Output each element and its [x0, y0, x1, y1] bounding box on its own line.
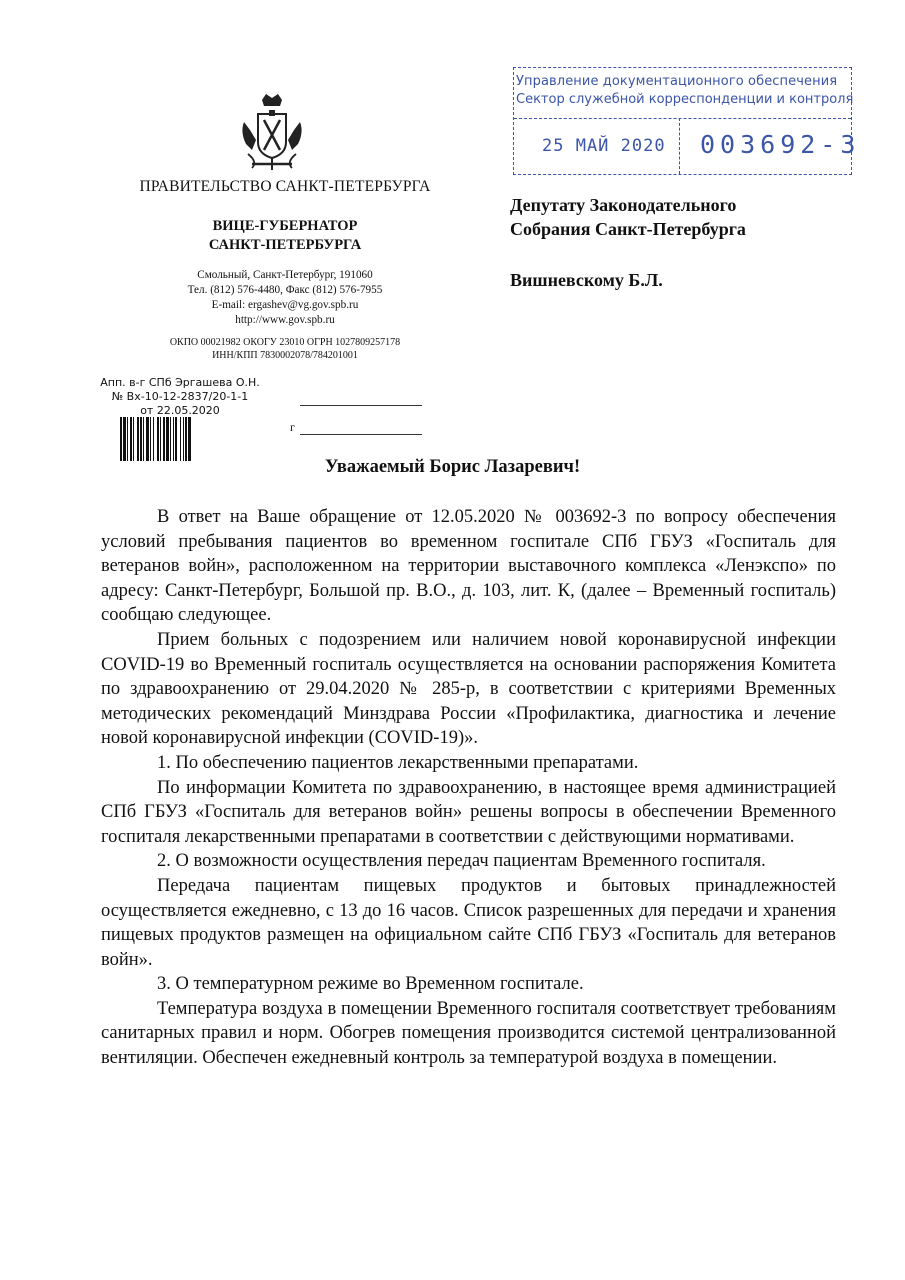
paragraph: В ответ на Ваше обращение от 12.05.2020 № 003692-3 по вопросу обеспечения условий пребывания пациентов во временном госпитале СПб ГБУЗ «Госпиталь для ветеранов войн», расположенном на территории выставочного комплекса «Ленэкспо» по адресу: Санкт-Петербург, Большой пр. В.О., д. 103, лит. К, (далее – Временный госпиталь) сообщаю следующее.	[101, 507, 836, 626]
government-name: ПРАВИТЕЛЬСТВО САНКТ-ПЕТЕРБУРГА	[139, 178, 431, 195]
stamp-department: Управление документационного обеспечения	[516, 74, 838, 89]
barcode-icon	[120, 417, 238, 461]
paragraph: По информации Комитета по здравоохранению, в настоящее время администрацией СПб ГБУЗ «Госпиталь для ветеранов войн» решены вопросы в обеспечении Временного госпиталя лекарственными препаратами в соответствии с действующими нормативами.	[101, 777, 836, 847]
website-line: http://www.gov.spb.ru	[235, 314, 335, 326]
address-line: Смольный, Санкт-Петербург, 191060	[197, 269, 373, 281]
stamp-divider	[514, 118, 851, 119]
incoming-stamp	[513, 67, 861, 175]
salutation: Уважаемый Борис Лазаревич!	[324, 457, 581, 477]
stamp-number: 003692-3	[700, 130, 861, 159]
stamp-sector: Сектор служебной корреспонденции и контроля	[516, 92, 854, 107]
date-prefix: г	[290, 420, 295, 434]
addressee-name: Вишневскому Б.Л.	[510, 270, 663, 290]
sender-address	[95, 268, 475, 328]
stamp-date: 25 МАЙ 2020	[542, 136, 666, 156]
addressee-line2: Собрания Санкт-Петербурга	[510, 219, 746, 239]
paragraph: Температура воздуха в помещении Временного госпиталя соответствует требованиям санитарных правил и норм. Обогрев помещения производится системой централизованной вентиляции. Обеспечен ежедневный контроль за температурой воздуха в помещении.	[101, 998, 836, 1069]
letter-body	[101, 505, 836, 1071]
registration-date: от 22.05.2020	[140, 404, 220, 417]
email-line: E-mail: ergashev@vg.gov.spb.ru	[211, 299, 359, 311]
spb-coat-of-arms-icon	[238, 92, 306, 174]
paragraph: Передача пациентам пищевых продуктов и бытовых принадлежностей осуществляется ежедневно, с 13 до 16 часов. Список разрешенных для передачи и хранения пищевых продуктов размещен на официальном сайте СПб ГБУЗ «Госпиталь для ветеранов войн».	[101, 875, 836, 970]
section-heading: 2. О возможности осуществления передач пациентам Временного госпиталя.	[157, 851, 766, 872]
stamp-divider	[679, 118, 680, 174]
outgoing-date-line	[300, 434, 422, 435]
official-title-line2: САНКТ-ПЕТЕРБУРГА	[208, 237, 362, 253]
addressee-line1: Депутату Законодательного	[510, 195, 737, 215]
phone-fax-line: Тел. (812) 576-4480, Факс (812) 576-7955	[187, 284, 383, 296]
registration-number: № Вх-10-12-2837/20-1-1	[111, 390, 249, 403]
section-heading: 3. О температурном режиме во Временном госпитале.	[157, 974, 584, 995]
outgoing-number-line	[300, 405, 422, 406]
registration-office: Апп. в-г СПб Эргашева О.Н.	[100, 376, 260, 389]
official-title-line1: ВИЦЕ-ГУБЕРНАТОР	[212, 218, 358, 234]
section-heading: 1. По обеспечению пациентов лекарственными препаратами.	[157, 752, 639, 773]
inn-kpp-line: ИНН/КПП 7830002078/784201001	[212, 350, 358, 361]
registration-codes	[95, 336, 475, 362]
paragraph: Прием больных с подозрением или наличием новой коронавирусной инфекции COVID-19 во Временный госпиталь осуществляется на основании распоряжения Комитета по здравоохранению от 29.04.2020 № 285-р, в соответствии с критериями Временных методических рекомендаций Минздрава России «Профилактика, диагностика и лечение новой коронавирусной инфекции (COVID-19)».	[101, 629, 836, 749]
codes-line: ОКПО 00021982 ОКОГУ 23010 ОГРН 1027809257178	[169, 337, 401, 348]
